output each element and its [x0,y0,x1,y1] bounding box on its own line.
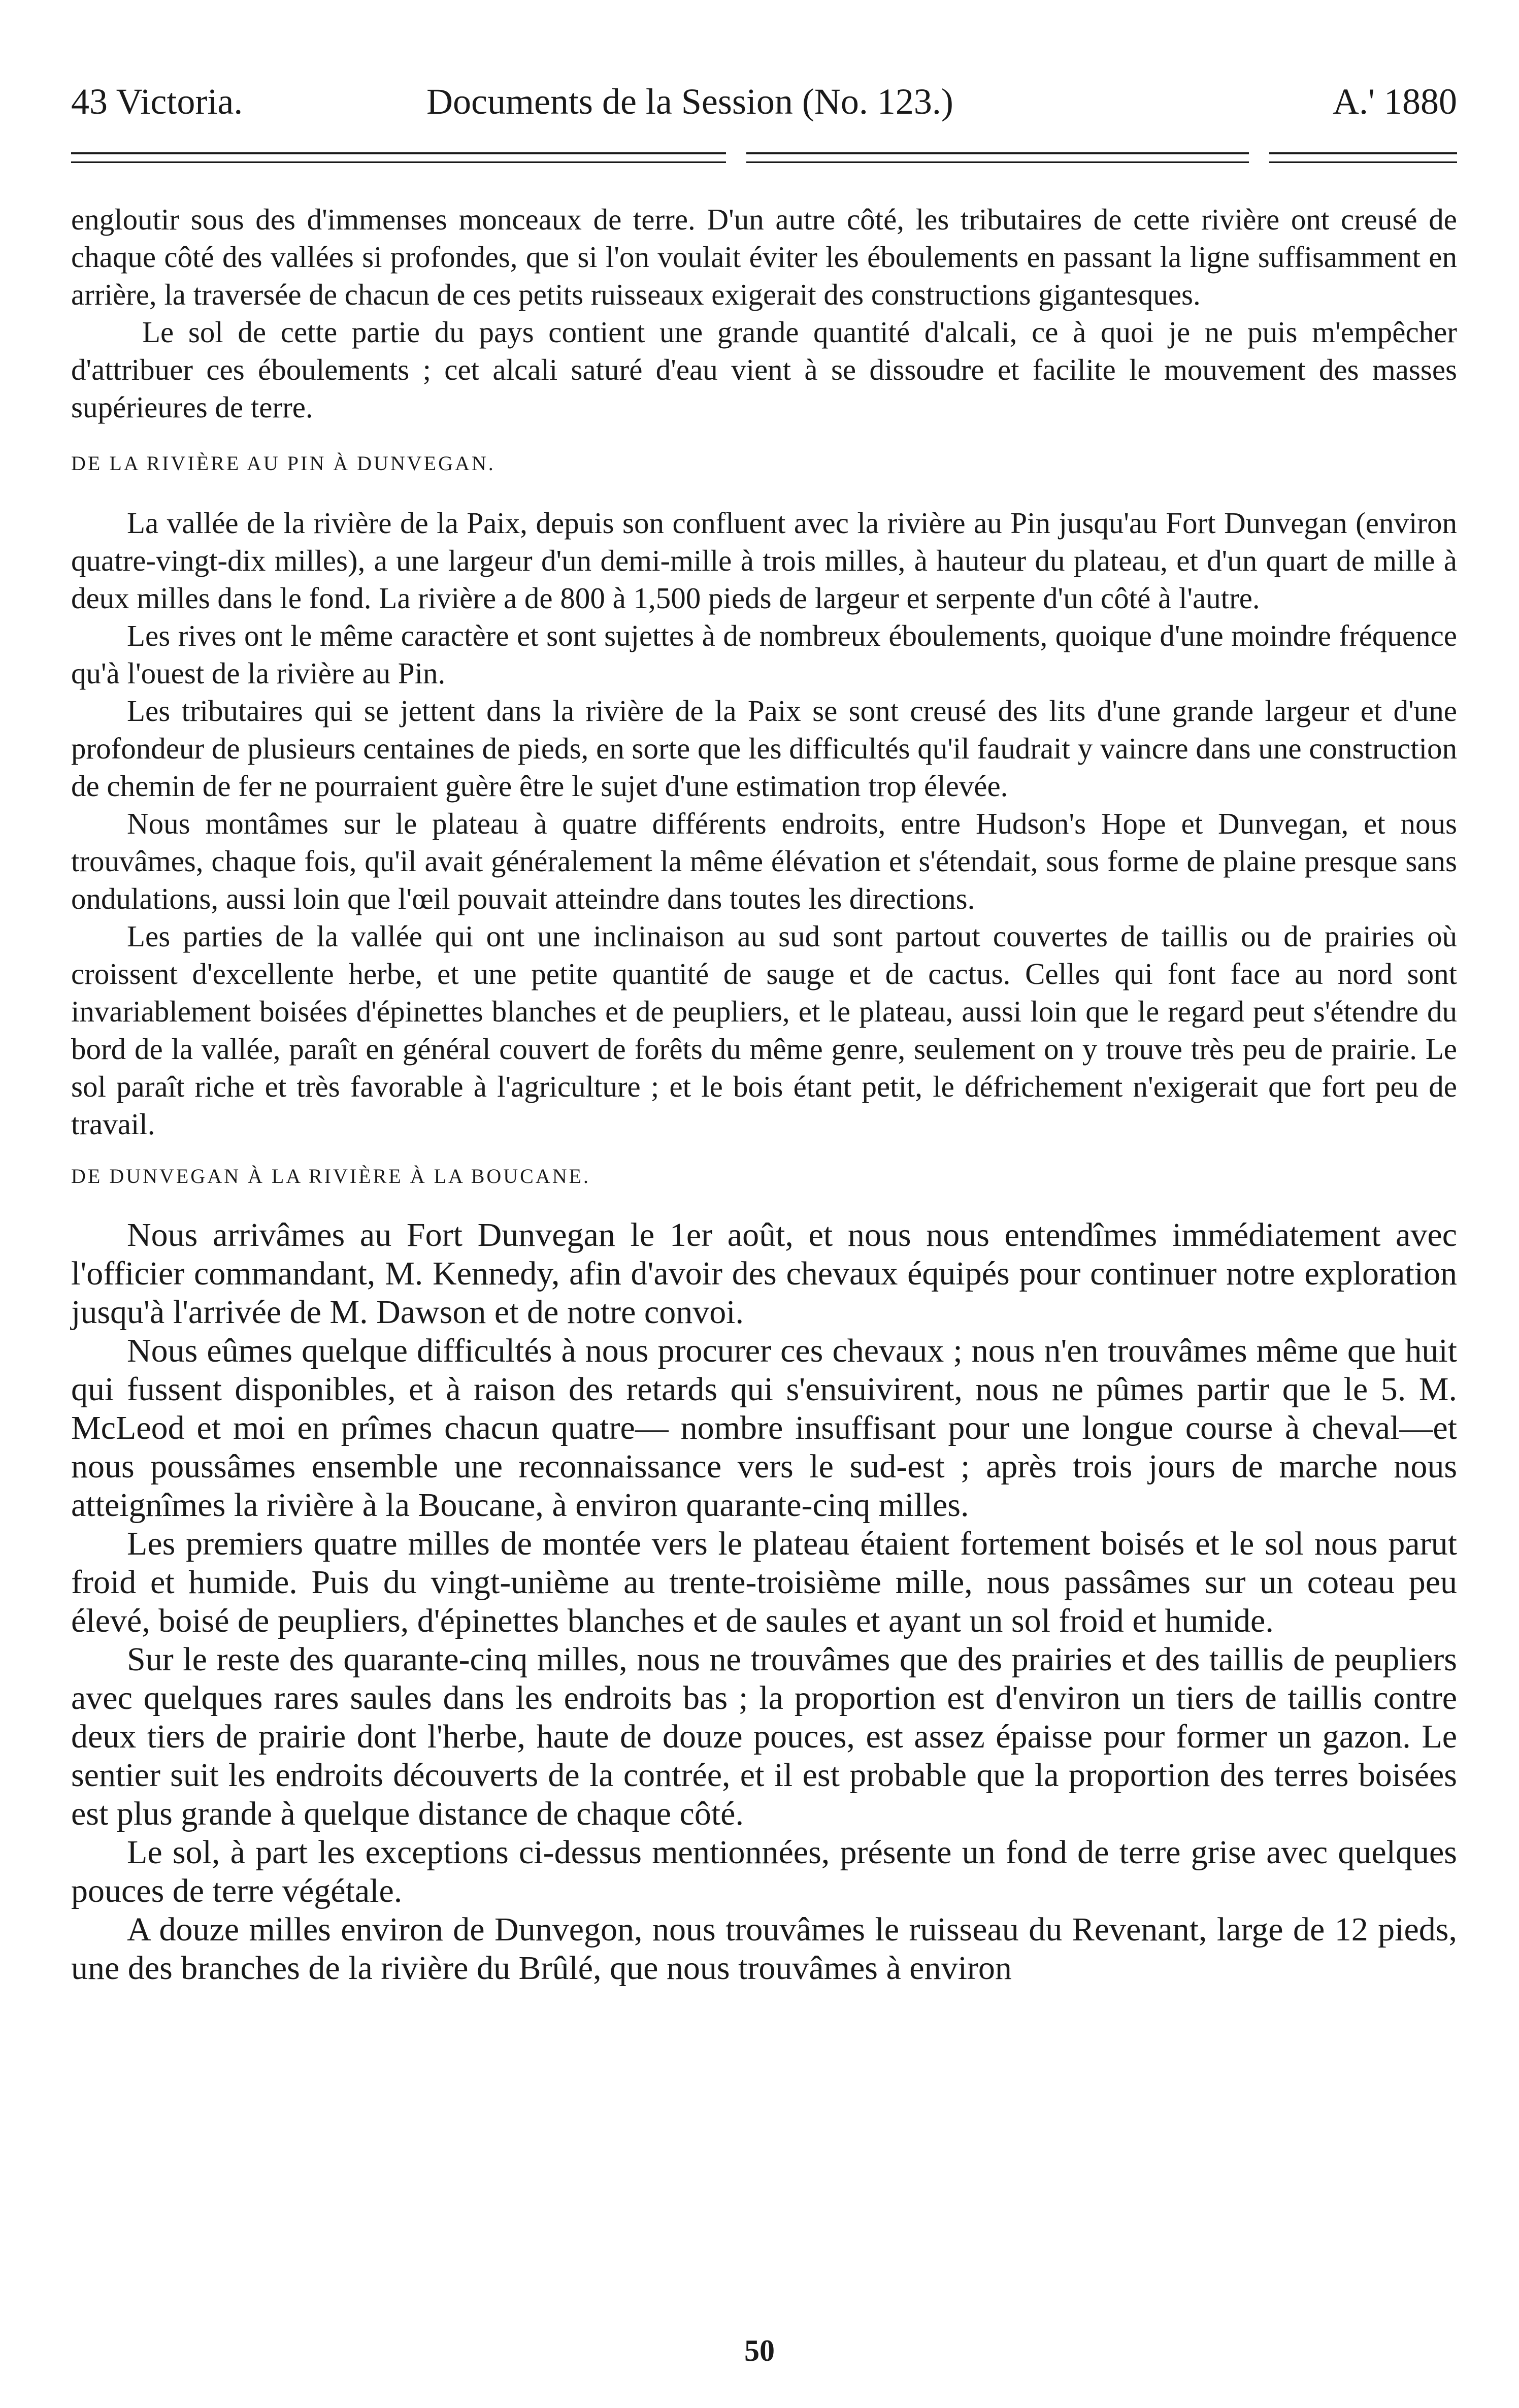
header-year: A.' 1880 [1333,81,1457,122]
paragraph: Nous montâmes sur le plateau à quatre différents endroits, entre Hudson's Hope et Dunvegan, et nous trouvâmes, chaque fois, qu'il avait généralement la même élévation et s'étendait, sous forme de plaine presque sans ondulations, aussi loin que l'œil pouvait atteindre dans toutes les directions. [71,807,1457,915]
body-text [71,201,1457,1988]
section-heading: DE LA RIVIÈRE AU PIN À DUNVEGAN. [71,452,496,475]
running-head [71,76,1457,127]
paragraph: Les rives ont le même caractère et sont sujettes à de nombreux éboulements, quoique d'une moindre fréquence qu'à l'ouest de la rivière au Pin. [71,619,1457,690]
paragraph: Les premiers quatre milles de montée vers le plateau étaient fortement boisés et le sol nous parut froid et humide. Puis du vingt-unième au trente-troisième mille, nous passâmes sur un coteau peu élevé, boisé de peupliers, d'épinettes blanches et de saules et ayant un sol froid et humide. [71,1525,1457,1639]
paragraph: Le sol, à part les exceptions ci-dessus mentionnées, présente un fond de terre grise avec quelques pouces de terre végétale. [71,1834,1457,1909]
paragraph: La vallée de la rivière de la Paix, depuis son confluent avec la rivière au Pin jusqu'au Fort Dunvegan (environ quatre-vingt-dix milles), a une largeur d'un demi-mille à trois milles, à hauteur du plateau, et d'un quart de mille à deux milles dans le fond. La rivière a de 800 à 1,500 pieds de largeur et serpente d'un côté à l'autre. [71,506,1457,615]
paragraph: Le sol de cette partie du pays contient une grande quantité d'alcali, ce à quoi je ne puis m'empêcher d'attribuer ces éboulements ; cet alcali saturé d'eau vient à se dissoudre et facilite le mouvement des masses supérieures de terre. [71,315,1457,424]
paragraph: Sur le reste des quarante-cinq milles, nous ne trouvâmes que des prairies et des taillis de peupliers avec quelques rares saules dans les endroits bas ; la proportion est d'environ un tiers de taillis contre deux tiers de prairie dont l'herbe, haute de douze pouces, est assez épaisse pour former un gazon. Le sentier suit les endroits découverts de la contrée, et il est probable que la proportion des terres boisées est plus grande à quelque distance de chaque côté. [71,1641,1457,1832]
paragraph: engloutir sous des d'immenses monceaux de terre. D'un autre côté, les tributaires de cette rivière ont creusé de chaque côté des vallées si profondes, que si l'on voulait éviter les éboulements en passant la ligne suffisamment en arrière, la traversée de chacun de ces petits ruisseaux exigerait des constructions gigantesques. [71,203,1457,311]
paragraph: Les tributaires qui se jettent dans la rivière de la Paix se sont creusé des lits d'une grande largeur et d'une profondeur de plusieurs centaines de pieds, en sorte que les difficultés qu'il faudrait y vaincre dans une construction de chemin de fer ne pourraient guère être le sujet d'une estimation trop élevée. [71,694,1457,803]
header-rule [71,152,1457,163]
header-title: Documents de la Session (No. 123.) [426,81,953,122]
paragraph: Les parties de la vallée qui ont une inclinaison au sud sont partout couvertes de taillis ou de prairies où croissent d'excellente herbe, et une petite quantité de sauge et de cactus. Celles qui font face au nord sont invariablement boisées d'épinettes blanches et de peupliers, et le plateau, aussi loin que le regard peut s'étendre du bord de la vallée, paraît en général couvert de forêts du même genre, seulement on y trouve très peu de prairie. Le sol paraît riche et très favorable à l'agriculture ; et le bois étant petit, le défrichement n'exigerait que fort peu de travail. [71,919,1457,1141]
paragraph: Nous arrivâmes au Fort Dunvegan le 1er août, et nous nous entendîmes immédiatement avec l'officier commandant, M. Kennedy, afin d'avoir des chevaux équipés pour continuer notre exploration jusqu'à l'arrivée de M. Dawson et de notre convoi. [71,1216,1457,1331]
section-body [71,1216,1457,1988]
header-volume: 43 Victoria. [71,81,243,122]
section-heading: DE DUNVEGAN À LA RIVIÈRE À LA BOUCANE. [71,1165,591,1187]
paragraph: Nous eûmes quelque difficultés à nous procurer ces chevaux ; nous n'en trouvâmes même que huit qui fussent disponibles, et à raison des retards qui s'ensuivirent, nous ne pûmes partir que le 5. M. McLeod et moi en prîmes chacun quatre— nombre insuffisant pour une longue course à cheval—et nous poussâmes ensemble une reconnaissance vers le sud-est ; après trois jours de marche nous atteignîmes la rivière à la Boucane, à environ quarante-cinq milles. [71,1332,1457,1524]
page-number: 50 [744,2334,775,2367]
paragraph: A douze milles environ de Dunvegon, nous trouvâmes le ruisseau du Revenant, large de 12 pieds, une des branches de la rivière du Brûlé, que nous trouvâmes à environ [71,1911,1457,1987]
